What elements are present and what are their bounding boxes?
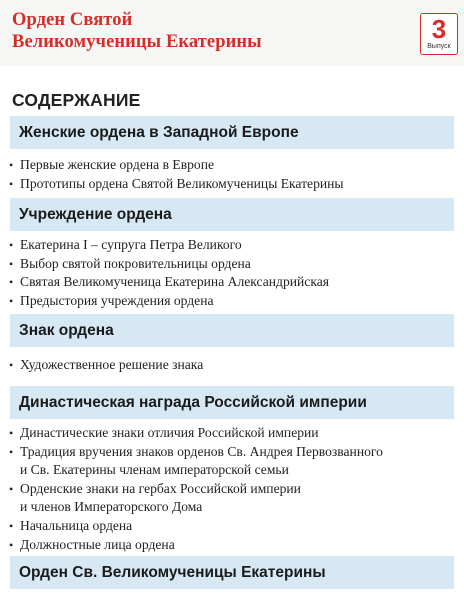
list-item: • Художественное решение знака: [9, 357, 204, 372]
issue-badge: [420, 13, 458, 55]
list-item: • Династические знаки отличия Российской империи: [9, 425, 319, 440]
list-item-continuation: и Св. Екатерины членам императорской семьи: [20, 462, 289, 478]
section-list-western-europe: [8, 156, 344, 193]
section-header-western-europe: Женские ордена в Западной Европе: [10, 116, 454, 149]
title-line-1: Орден Святой: [12, 10, 133, 30]
list-item: • Выбор святой покровительницы ордена: [9, 255, 251, 271]
list-item: • Традиция вручения знаков орденов Св. Андрея Первозванного: [9, 443, 383, 459]
list-item-continuation: и членов Императорского Дома: [20, 499, 203, 515]
section-header-dynastic-award: Династическая награда Российской империи: [10, 386, 454, 419]
list-item: • Первые женские ордена в Европе: [9, 157, 215, 172]
section-header-establishment: Учреждение ордена: [10, 198, 454, 231]
section-header-insignia: Знак ордена: [10, 314, 454, 347]
contents-heading: СОДЕРЖАНИЕ: [12, 90, 141, 110]
list-item: • Прототипы ордена Святой Великомученицы Екатерины: [9, 175, 344, 191]
list-item: • Святая Великомученица Екатерина Александрийская: [9, 274, 330, 290]
list-item: • Должностные лица ордена: [9, 536, 175, 552]
page-header: [0, 0, 464, 66]
list-item: • Начальница ордена: [9, 517, 133, 533]
booklet-title: [12, 9, 262, 53]
list-item: • Екатерина I – супруга Петра Великого: [9, 237, 242, 252]
issue-label: Выпуск: [427, 43, 451, 50]
section-list-dynastic-award: [8, 424, 383, 554]
section-list-establishment: [8, 236, 329, 310]
issue-number: 3: [431, 14, 447, 44]
section-list-insignia: [8, 356, 203, 375]
list-item: • Предыстория учреждения ордена: [9, 292, 214, 308]
title-line-2: Великомученицы Екатерины: [12, 32, 262, 52]
list-item: • Орденские знаки на гербах Российской империи: [9, 480, 301, 496]
section-header-order-st-catherine: Орден Св. Великомученицы Екатерины: [10, 556, 454, 589]
